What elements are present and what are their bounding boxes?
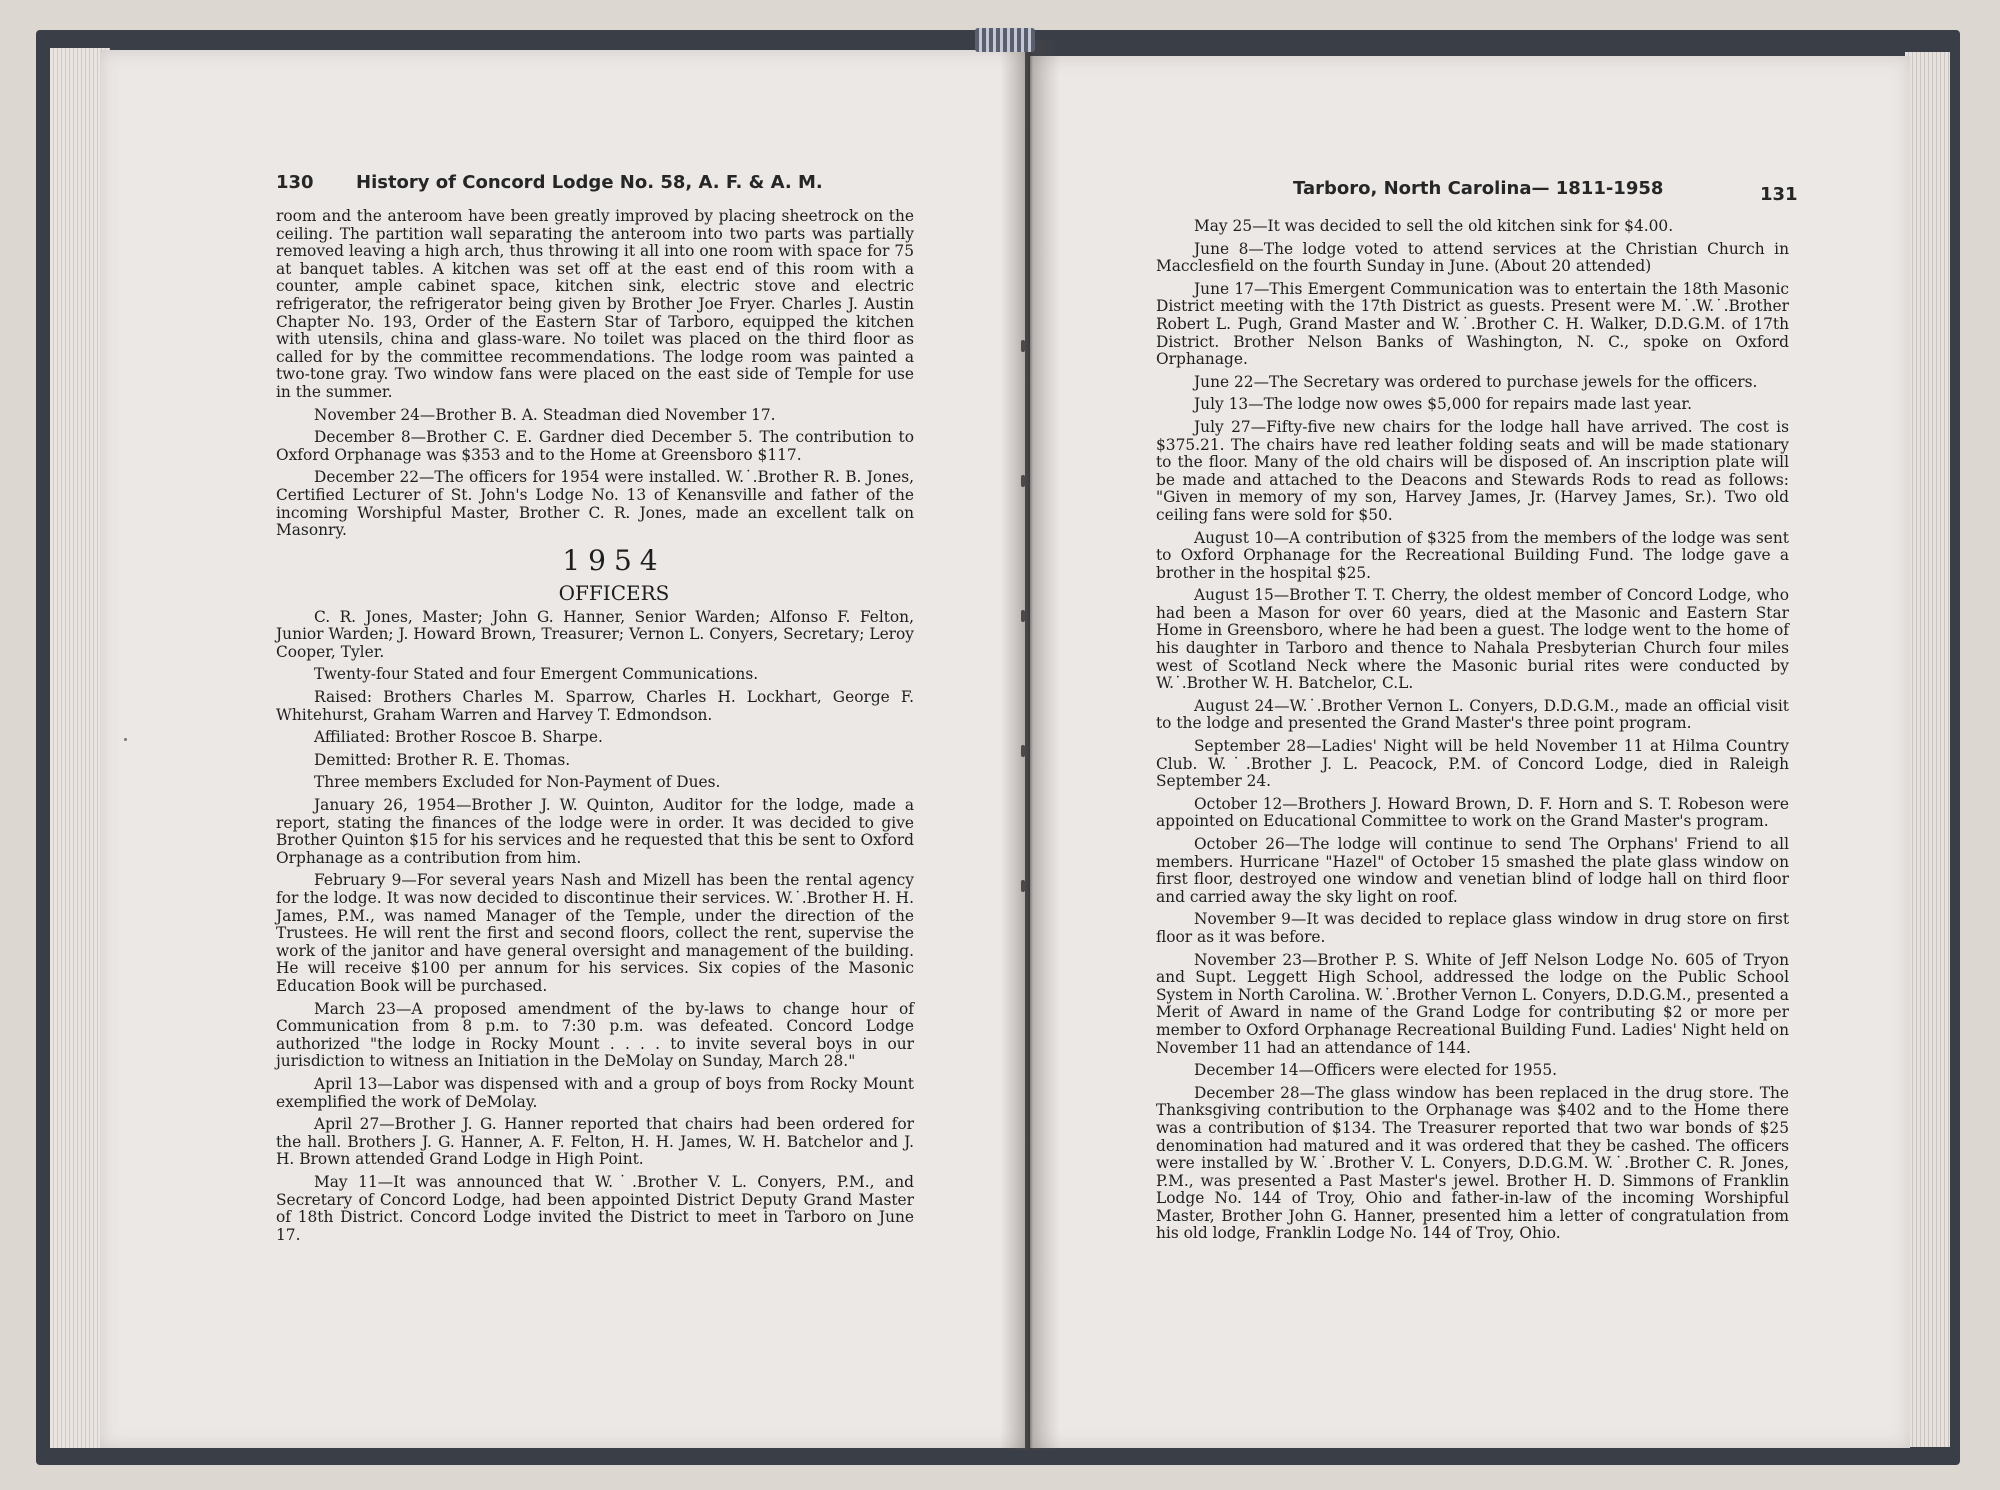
paragraph: December 8—Brother C. E. Gardner died December 5. The contribution to Oxford Orphanage was $353 and to the Home at Greensboro $117.	[276, 428, 914, 464]
paragraph: Affiliated: Brother Roscoe B. Sharpe.	[314, 728, 603, 747]
officers-heading: OFFICERS	[558, 580, 670, 605]
paragraph: June 8—The lodge voted to attend services at the Christian Church in Macclesfield on the fourth Sunday in June. (About 20 attended)	[1156, 239, 1789, 276]
paragraph: April 13—Labor was dispensed with and a group of boys from Rocky Mount exemplified the work of DeMolay.	[276, 1074, 914, 1111]
paragraph: October 26—The lodge will continue to send The Orphans' Friend to all members. Hurricane "Hazel" of October 15 smashed the plate glass window on first floor, destroyed one window and venetian blind of lodge hall on third floor and carried away the sky light on roof.	[1156, 835, 1789, 906]
binding-stitch	[1021, 475, 1025, 487]
page-edges-right	[1905, 52, 1950, 1447]
paragraph: November 23—Brother P. S. White of Jeff Nelson Lodge No. 605 of Tryon and Supt. Leggett High School, addressed the lodge on the Public School System in North Carolina. W.˙.Brother Vernon L. Conyers, D.D.G.M., presented a Merit of Award in name of the Grand Lodge for contributing $2 or more per member to Oxford Orphanage Recreational Building Fund. Ladies' Night held on November 11 had an attendance of 144.	[1156, 950, 1789, 1057]
binding-stitch	[1021, 610, 1025, 622]
paragraph: Demitted: Brother R. E. Thomas.	[314, 750, 571, 769]
paragraph: March 23—A proposed amendment of the by-laws to change hour of Communication from 8 p.m. to 7:30 p.m. was defeated. Concord Lodge authorized "the lodge in Rocky Mount . . . . to invite several boys in our jurisdiction to witness an Initiation in the DeMolay on Sunday, March 28."	[276, 999, 914, 1071]
paragraph: November 24—Brother B. A. Steadman died November 17.	[314, 405, 776, 424]
paragraph: February 9—For several years Nash and Mizell has been the rental agency for the lodge. It was now decided to discontinue their services. W.˙.Brother H. H. James, P.M., was named Manager of the Temple, under the direction of the Trustees. He will rent the first and second floors, collect the rent, supervise the work of the janitor and have general oversight and management of the building. He will receive $100 per annum for his services. Six copies of the Masonic Education Book will be purchased.	[276, 871, 914, 995]
book-gutter	[1000, 40, 1060, 1450]
paragraph: Twenty-four Stated and four Emergent Communications.	[314, 665, 759, 684]
paragraph: Three members Excluded for Non-Payment of Dues.	[314, 773, 721, 792]
paragraph: June 17—This Emergent Communication was to entertain the 18th Masonic District meeting with the 17th District as guests. Present were M.˙.W.˙.Brother Robert L. Pugh, Grand Master and W.˙.Brother C. H. Walker, D.D.G.M. of 17th District. Brother Nelson Banks of Washington, N. C., spoke on Oxford Orphanage.	[1156, 279, 1789, 369]
paragraph: July 13—The lodge now owes $5,000 for repairs made last year.	[1194, 395, 1692, 414]
right-page-number: 131	[1760, 184, 1798, 205]
paragraph: August 15—Brother T. T. Cherry, the oldest member of Concord Lodge, who had been a Mason for over 60 years, died at the Masonic and Eastern Star Home in Greensboro, where he had been a guest. The lodge went to the home of his daughter in Tarboro and thence to Nahala Presbyterian Church four miles west of Scotland Neck where the Masonic burial rites were conducted by W.˙.Brother W. H. Batchelor, C.L.	[1156, 586, 1789, 693]
right-running-title: Tarboro, North Carolina— 1811-1958	[1293, 178, 1664, 199]
paragraph: May 25—It was decided to sell the old kitchen sink for $4.00.	[1194, 217, 1674, 235]
paragraph: August 24—W.˙.Brother Vernon L. Conyers, D.D.G.M., made an official visit to the lodge and presented the Grand Master's three point program.	[1156, 696, 1789, 733]
binding-thread	[975, 28, 1035, 52]
paragraph: July 27—Fifty-five new chairs for the lodge hall have arrived. The cost is $375.21. The chairs have red leather folding seats and will be made stationary to the floor. Many of the old chairs will be disposed of. An inscription plate will be made and attached to the Deacons and Stewards Rods to read as follows: "Given in memory of my son, Harvey James, Jr. (Harvey James, Sr.). Two old ceiling fans were sold for $50.	[1156, 417, 1789, 524]
year-heading: 1954	[562, 543, 666, 577]
paragraph: September 28—Ladies' Night will be held November 11 at Hilma Country Club. W.˙.Brother J. L. Peacock, P.M. of Concord Lodge, died in Raleigh September 24.	[1156, 737, 1789, 791]
left-page-body	[276, 208, 914, 1249]
paragraph: Raised: Brothers Charles M. Sparrow, Charles H. Lockhart, George F. Whitehurst, Graham Warren and Harvey T. Edmondson.	[276, 688, 914, 724]
paragraph: room and the anteroom have been greatly improved by placing sheetrock on the ceiling. The partition wall separating the anteroom into two parts was partially removed leaving a high arch, thus throwing it all into one room with space for 75 at banquet tables. A kitchen was set off at the east end of this room with a counter, ample cabinet space, kitchen sink, electric stove and electric refrigerator, the refrigerator being given by Brother Joe Fryer. Charles J. Austin Chapter No. 193, Order of the Eastern Star of Tarboro, equipped the kitchen with utensils, china and glass-ware. No toilet was placed on the third floor as called for by the committee recommendations. The lodge room was painted a two-tone gray. Two window fans were placed on the east side of Temple for use in the summer.	[276, 207, 914, 401]
paragraph: December 22—The officers for 1954 were installed. W.˙.Brother R. B. Jones, Certified Lecturer of St. John's Lodge No. 13 of Kenansville and father of the incoming Worshipful Master, Brother C. R. Jones, made an excellent talk on Masonry.	[276, 468, 914, 540]
left-page-number: 130	[276, 172, 314, 193]
binding-stitch	[1021, 340, 1025, 352]
binding-stitch	[1021, 880, 1025, 892]
paragraph: January 26, 1954—Brother J. W. Quinton, Auditor for the lodge, made a report, stating the finances of the lodge were in order. It was decided to give Brother Quinton $15 for his services and he requested that this be sent to Oxford Orphanage as a contribution from him.	[276, 796, 914, 867]
paragraph: October 12—Brothers J. Howard Brown, D. F. Horn and S. T. Robeson were appointed on Educational Committee to work on the Grand Master's program.	[1156, 794, 1789, 831]
paragraph: December 14—Officers were elected for 1955.	[1194, 1061, 1558, 1080]
paragraph: August 10—A contribution of $325 from the members of the lodge was sent to Oxford Orphanage for the Recreational Building Fund. The lodge gave a brother in the hospital $25.	[1156, 528, 1789, 582]
binding-stitch	[1021, 745, 1025, 757]
paragraph: June 22—The Secretary was ordered to purchase jewels for the officers.	[1194, 372, 1758, 391]
paragraph: C. R. Jones, Master; John G. Hanner, Senior Warden; Alfonso F. Felton, Junior Warden; J. Howard Brown, Treasurer; Vernon L. Conyers, Secretary; Leroy Cooper, Tyler.	[276, 607, 914, 661]
paragraph: November 9—It was decided to replace glass window in drug store on first floor as it was before.	[1156, 910, 1789, 946]
paragraph: May 11—It was announced that W.˙.Brother V. L. Conyers, P.M., and Secretary of Concord Lodge, had been appointed District Deputy Grand Master of 18th District. Concord Lodge invited the District to meet in Tarboro on June 17.	[276, 1172, 914, 1244]
paper-speck	[124, 738, 127, 741]
paragraph: December 28—The glass window has been replaced in the drug store. The Thanksgiving contribution to the Orphanage was $402 and to the Home there was a contribution of $134. The Treasurer reported that two war bonds of $25 denomination had matured and it was ordered that they be cashed. The officers were installed by W.˙.Brother V. L. Conyers, D.D.G.M. W.˙.Brother C. R. Jones, P.M., was presented a Past Master's jewel. Brother H. D. Simmons of Franklin Lodge No. 144 of Troy, Ohio and father-in-law of the incoming Worshipful Master, Brother John G. Hanner, presented him a letter of congratulation from his old lodge, Franklin Lodge No. 144 of Troy, Ohio.	[1156, 1083, 1789, 1243]
right-page-body	[1156, 218, 1789, 1248]
paragraph: April 27—Brother J. G. Hanner reported that chairs had been ordered for the hall. Brothers J. G. Hanner, A. F. Felton, H. H. James, W. H. Batchelor and J. H. Brown attended Grand Lodge in High Point.	[276, 1115, 914, 1169]
left-running-title: History of Concord Lodge No. 58, A. F. & A. M.	[356, 172, 823, 193]
